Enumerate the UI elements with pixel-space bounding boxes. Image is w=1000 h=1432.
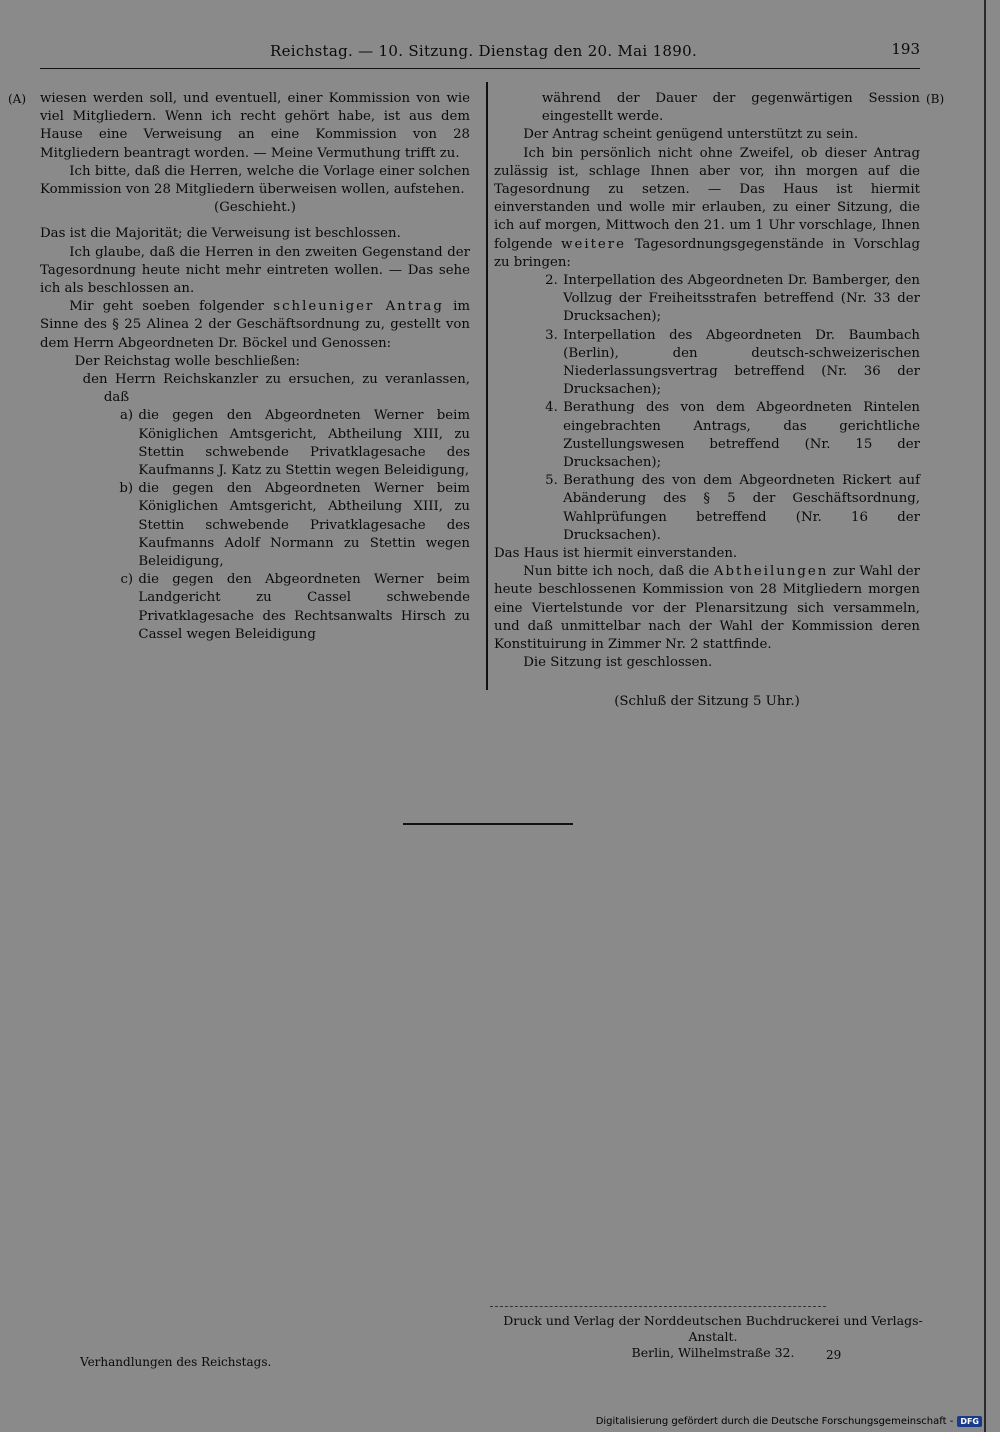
- agenda-item: [494, 472, 920, 545]
- text-run: Tagesordnungsgegenstände in Vorschlag zu bringen:: [494, 236, 920, 270]
- paragraph: Der Antrag scheint genügend unterstützt zu sein.: [523, 127, 859, 143]
- item-label: b): [119, 481, 134, 497]
- item-label: 5.: [545, 473, 558, 489]
- stage-direction: (Geschieht.): [214, 200, 296, 216]
- paragraph: Das Haus ist hiermit einverstanden.: [494, 546, 738, 562]
- paragraph: [494, 145, 920, 272]
- running-title: Reichstag. — 10. Sitzung. Dienstag den 20. Mai 1890.: [270, 42, 698, 60]
- item-label: 3.: [545, 327, 558, 343]
- agenda-item: [494, 399, 920, 472]
- motion-body: den Herrn Reichskanzler zu ersuchen, zu veranlassen, daß: [82, 372, 470, 406]
- paragraph: [494, 563, 920, 654]
- item-text: Interpellation des Abgeordneten Dr. Bamberger, den Vollzug der Freiheitsstrafen betreffend (Nr. 33 der Drucksachen);: [563, 273, 920, 325]
- motion-item: [40, 480, 470, 571]
- item-text: Berathung des von dem Abgeordneten Rintelen eingebrachten Antrags, das gerichtliche Zustellungswesen betreffend (Nr. 15 der Drucksachen);: [563, 400, 920, 471]
- text-run: Ich bin persönlich nicht ohne Zweifel, ob dieser Antrag zulässig ist, schlage Ihnen aber vor, ihn morgen auf die Tagesordnung zu setzen. — Das Haus ist hiermit einverstanden und wolle mir erlauben, zu einer Sitzung, die ich auf morgen, Mittwoch den 21. um 1 Uhr vorschlage, Ihnen folgende: [494, 145, 920, 252]
- spaced-emphasis: weitere: [561, 236, 627, 252]
- paragraph: Das ist die Majorität; die Verweisung ist beschlossen.: [40, 226, 401, 242]
- paragraph: während der Dauer der gegenwärtigen Session eingestellt werde.: [541, 91, 920, 125]
- item-text: Berathung des von dem Abgeordneten Rickert auf Abänderung des § 5 der Geschäftsordnung, Wahlprüfungen betreffend (Nr. 16 der Drucksachen).: [563, 473, 920, 543]
- section-rule: [403, 823, 573, 825]
- signature-mark: 29: [826, 1348, 842, 1362]
- dfg-logo: DFG: [957, 1416, 982, 1427]
- scan-edge-line: [984, 0, 986, 1432]
- imprint-line: Druck und Verlag der Norddeutschen Buchdruckerei und Verlags-Anstalt.: [503, 1313, 923, 1344]
- text-run: Nun bitte ich noch, daß die: [523, 564, 714, 580]
- motion-item: [40, 407, 470, 480]
- item-text: die gegen den Abgeordneten Werner beim Königlichen Amtsgericht, Abtheilung XIII, zu Stettin schwebende Privatklagesache des Kaufmanns J. Katz zu Stettin wegen Beleidigung,: [138, 408, 470, 479]
- motion-intro: Der Reichstag wolle beschließen:: [74, 353, 301, 369]
- column-divider: [486, 82, 488, 690]
- imprint-rule: [490, 1306, 826, 1307]
- digitization-text: Digitalisierung gefördert durch die Deutsche Forschungsgemeinschaft -: [595, 1416, 954, 1427]
- session-end-note: (Schluß der Sitzung 5 Uhr.): [614, 693, 800, 709]
- paragraph: [40, 298, 470, 353]
- paragraph: wiesen werden soll, und eventuell, einer Kommission von wie viel Mitgliedern. Wenn ich recht gehört habe, ist aus dem Hause eine Verweisung an eine Kommission von 28 Mitgliedern beantragt worden. — Meine Vermuthung trifft zu.: [40, 91, 470, 161]
- item-text: die gegen den Abgeordneten Werner beim Königlichen Amtsgericht, Abtheilung XIII, zu Stettin schwebende Privatklagesache des Kaufmanns Adolf Normann zu Stettin wegen Beleidigung,: [138, 481, 470, 570]
- margin-marker-a: (A): [8, 92, 27, 106]
- agenda-item: [494, 272, 920, 327]
- text-run: im Sinne des § 25 Alinea 2 der Geschäftsordnung zu, gestellt von dem Herrn Abgeordneten Dr. Böckel und Genossen:: [40, 299, 470, 351]
- item-label: c): [120, 572, 134, 588]
- item-label: 2.: [545, 273, 558, 289]
- printer-imprint: [490, 1313, 936, 1361]
- paragraph: Ich bitte, daß die Herren, welche die Vorlage einer solchen Kommission von 28 Mitgliedern überweisen wollen, aufstehen.: [40, 163, 470, 198]
- text-run: zur Wahl der heute beschlossenen Kommission von 28 Mitgliedern morgen eine Viertelstunde vor der Plenarsitzung sich versammeln, und daß unmittelbar nach der Wahl der Kommission deren Konstituirung in Zimmer Nr. 2 stattfinde.: [494, 564, 920, 653]
- left-column: [40, 90, 470, 644]
- item-text: Interpellation des Abgeordneten Dr. Baumbach (Berlin), den deutsch-schweizerischen Niederlassungsvertrag betreffend (Nr. 36 der Drucksachen);: [563, 327, 920, 398]
- motion-item: [40, 571, 470, 644]
- spaced-emphasis: schleuniger Antrag: [273, 299, 444, 315]
- item-label: a): [119, 408, 134, 424]
- item-text: die gegen den Abgeordneten Werner beim Landgericht zu Cassel schwebende Privatklagesache des Rechtsanwalts Hirsch zu Cassel wegen Beleidigung: [138, 572, 470, 642]
- closing-statement: Die Sitzung ist geschlossen.: [523, 655, 713, 671]
- item-label: 4.: [545, 400, 558, 416]
- spaced-emphasis: Abtheilungen: [713, 564, 829, 580]
- page-number: 193: [891, 40, 920, 58]
- text-run: Mir geht soeben folgender: [69, 299, 274, 315]
- paragraph: Ich glaube, daß die Herren in den zweiten Gegenstand der Tagesordnung heute nicht mehr eintreten wollen. — Das sehe ich als beschlossen an.: [40, 244, 470, 297]
- right-column: [494, 90, 920, 711]
- page-header: [40, 40, 920, 69]
- agenda-item: [494, 327, 920, 400]
- publication-footer: Verhandlungen des Reichstags.: [80, 1355, 272, 1369]
- margin-marker-b: (B): [926, 92, 945, 106]
- digitization-note: [596, 1416, 982, 1427]
- imprint-line: Berlin, Wilhelmstraße 32.: [631, 1345, 795, 1360]
